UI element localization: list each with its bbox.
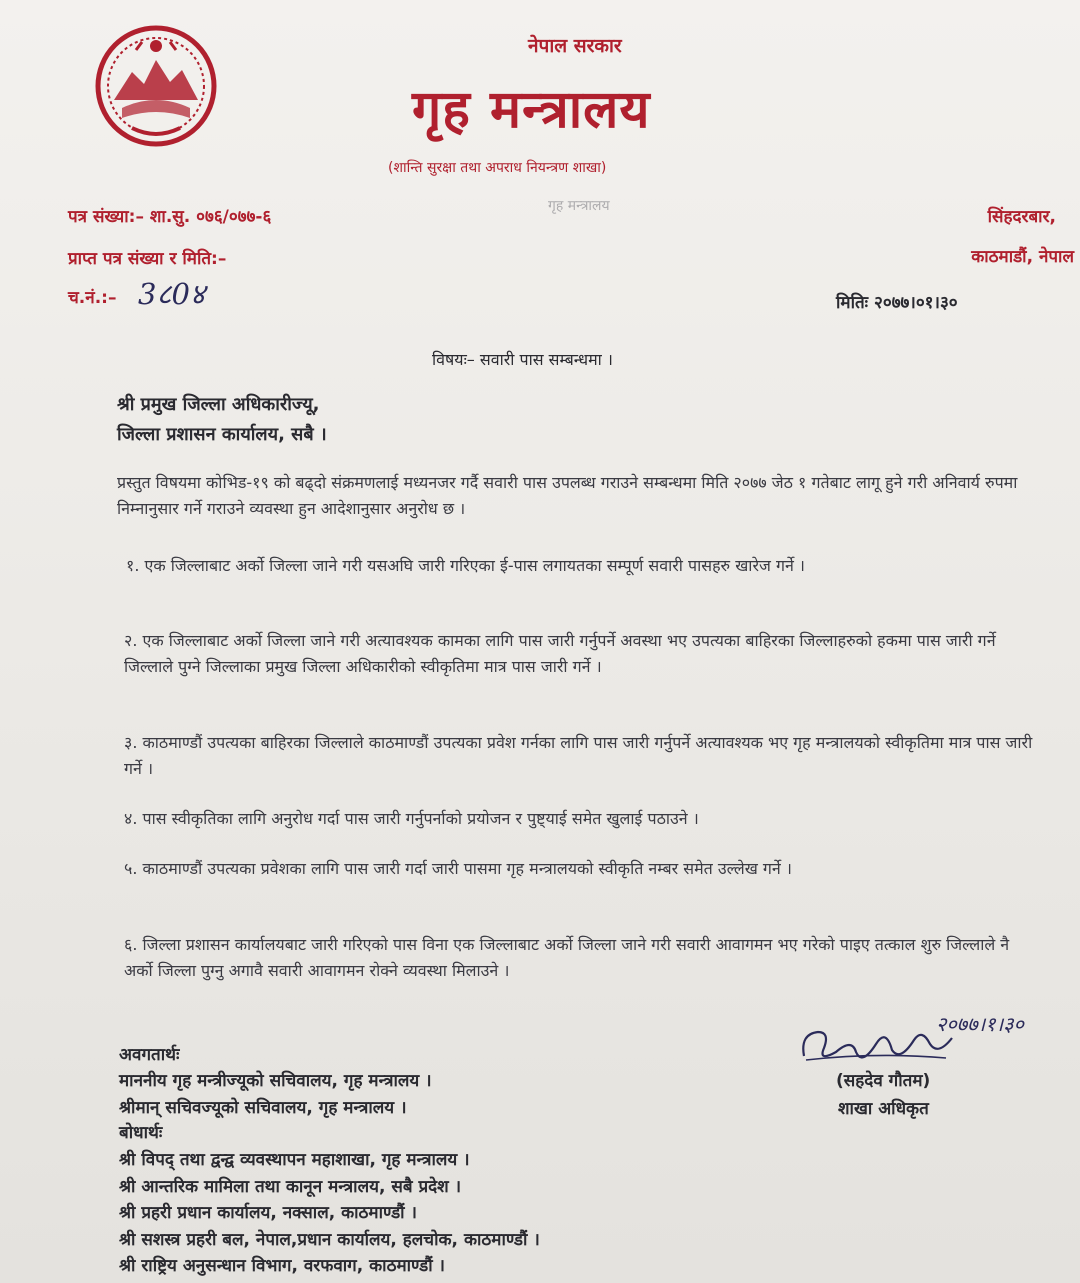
nepal-government-emblem-icon [92, 22, 220, 150]
cc-action-item: श्री विपद् तथा द्वन्द्व व्यवस्थापन महाशाखा, गृह मन्त्रालय । [119, 1150, 470, 1170]
place-line-2: काठमाडौं, नेपाल [971, 247, 1074, 267]
instruction-item: ४. पास स्वीकृतिका लागि अनुरोध गर्दा पास जारी गर्नुपर्नाको प्रयोजन र पुष्ट्याई समेत खुलाई पठाउने । [124, 809, 699, 828]
signature [796, 1008, 1024, 1068]
cc-info-item: माननीय गृह मन्त्रीज्यूको सचिवालय, गृह मन्त्रालय । [119, 1071, 432, 1091]
section-name: (शान्ति सुरक्षा तथा अपराध नियन्त्रण शाखा) [388, 160, 607, 176]
addressee-line-2: जिल्ला प्रशासन कार्यालय, सबै । [117, 424, 327, 445]
signature-date: २०७७।१।३० [936, 1012, 1024, 1036]
dispatch-label: च.नं.:– [68, 288, 117, 308]
addressee-line-1: श्री प्रमुख जिल्ला अधिकारीज्यू, [117, 394, 320, 415]
cc-action-label: बोधार्थः [119, 1123, 163, 1143]
cc-action-item: श्री आन्तरिक मामिला तथा कानून मन्त्रालय, सबै प्रदेश । [119, 1177, 462, 1197]
received-letter-ref: प्राप्त पत्र संख्या र मिति:– [68, 249, 227, 269]
instruction-item: ३. काठमाण्डौं उपत्यका बाहिरका जिल्लाले काठमाण्डौं उपत्यका प्रवेश गर्नका लागि पास जारी गर्नुपर्ने अत्यावश्यक भए गृह मन्त्रालयको स्वीकृतिमा मात्र पास जारी गर्ने । [124, 733, 1033, 778]
cc-action-item: श्री राष्ट्रिय अनुसन्धान विभाग, वरफवाग, काठमाण्डौं । [119, 1256, 445, 1276]
instruction-item: १. एक जिल्लाबाट अर्को जिल्ला जाने गरी यसअघि जारी गरिएका ई-पास लगायतका सम्पूर्ण सवारी पासहरु खारेज गर्ने । [126, 556, 805, 575]
ministry-name: गृह मन्त्रालय [412, 80, 651, 140]
signatory-title: शाखा अधिकृत [838, 1099, 929, 1119]
letter-number: पत्र संख्या:– शा.सु. ०७६/०७७-६ [68, 207, 272, 227]
cc-action-item: श्री सशस्त्र प्रहरी बल, नेपाल,प्रधान कार्यालय, हलचोक, काठमाण्डौं । [119, 1230, 540, 1250]
cc-info-item: श्रीमान् सचिवज्यूको सचिवालय, गृह मन्त्रालय । [119, 1098, 407, 1118]
instruction-item: ५. काठमाण्डौं उपत्यका प्रवेशका लागि पास जारी गर्दा जारी पासमा गृह मन्त्रालयको स्वीकृति नम्बर समेत उल्लेख गर्ने । [124, 859, 792, 878]
place-line-1: सिंहदरबार, [987, 207, 1056, 227]
signatory-name: (सहदेव गौतम) [836, 1071, 931, 1091]
subject-line: विषयः– सवारी पास सम्बन्धमा । [432, 350, 613, 369]
government-name: नेपाल सरकार [528, 35, 622, 57]
instruction-item: ६. जिल्ला प्रशासन कार्यालयबाट जारी गरिएको पास विना एक जिल्लाबाट अर्को जिल्ला जाने गरी सवारी आवागमन भए गरेको पाइए तत्काल शुरु जिल्लाले नै अर्को जिल्ला पुग्नु अगावै सवारी आवागमन रोक्ने व्यवस्था मिलाउने । [124, 935, 1010, 980]
intro-paragraph: प्रस्तुत विषयमा कोभिड-१९ को बढ्दो संक्रमणलाई मध्यनजर गर्दै सवारी पास उपलब्ध गराउने सम्बन्धमा मिति २०७७ जेठ १ गतेबाट लागू हुने गरी अनिवार्य रुपमा निम्नानुसार गर्ने गराउने व्यवस्था हुन आदेशानुसार अनुरोध छ । [117, 473, 1018, 518]
cc-action-item: श्री प्रहरी प्रधान कार्यालय, नक्साल, काठमाण्डौं । [119, 1203, 417, 1223]
cc-info-label: अवगतार्थः [119, 1045, 180, 1065]
letter-date: मितिः २०७७।०१।३० [836, 293, 958, 313]
office-stamp: गृह मन्त्रालय [548, 198, 610, 214]
dispatch-number: 3८0४ [138, 277, 206, 311]
instruction-item: २. एक जिल्लाबाट अर्को जिल्ला जाने गरी अत्यावश्यक कामका लागि पास जारी गर्नुपर्ने अवस्था भए उपत्यका बाहिरका जिल्लाहरुको हकमा पास जारी गर्ने जिल्लाले पुग्ने जिल्लाका प्रमुख जिल्ला अधिकारीको स्वीकृतिमा मात्र पास जारी गर्ने । [124, 631, 996, 676]
